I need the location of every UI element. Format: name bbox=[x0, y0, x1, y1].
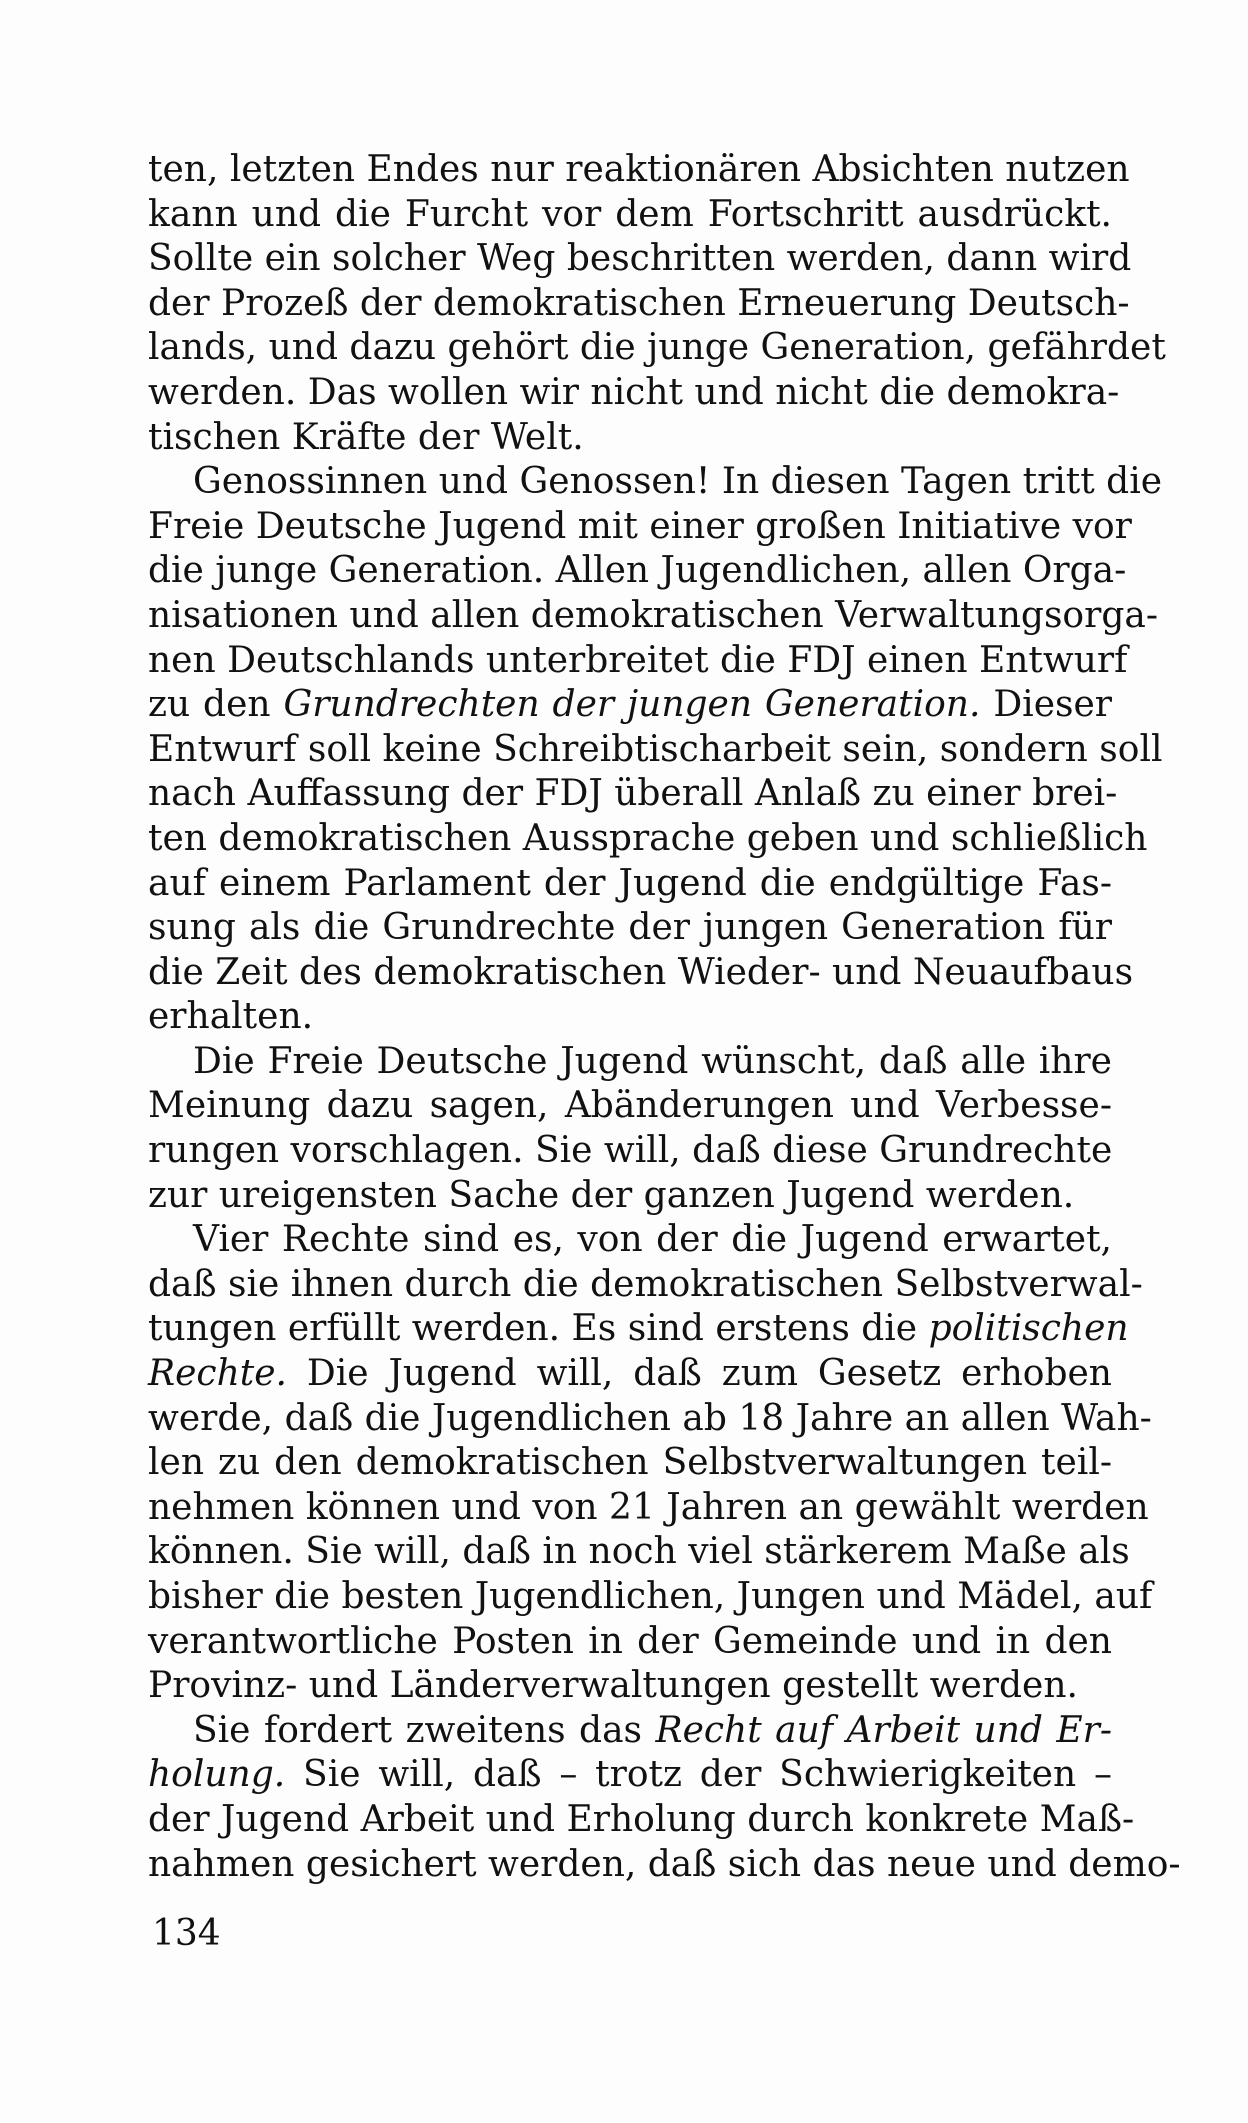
text-line: Die Freie Deutsche Jugend wünscht, daß alle ihre bbox=[193, 1040, 1112, 1082]
page-number: 134 bbox=[152, 1913, 221, 1954]
text-line: daß sie ihnen durch die demokratischen Selbstverwal- bbox=[148, 1263, 1143, 1305]
text-line: bisher die besten Jugendlichen, Jungen und Mädel, auf bbox=[148, 1576, 1153, 1617]
text-line: Provinz- und Länderverwaltungen gestellt werden. bbox=[148, 1665, 1078, 1707]
body-text bbox=[148, 148, 1181, 1887]
paragraph bbox=[148, 148, 1166, 460]
text-line: Meinung dazu sagen, Abänderungen und Verbesse- bbox=[148, 1085, 1112, 1127]
text-line: nen Deutschlands unterbreitet die FDJ einen Entwurf bbox=[148, 639, 1128, 681]
text-line: Sollte ein solcher Weg beschritten werden, dann wird bbox=[148, 238, 1132, 280]
text-line: auf einem Parlament der Jugend die endgültige Fas- bbox=[148, 862, 1112, 904]
text-line: Rechte. Die Jugend will, daß zum Gesetz erhoben bbox=[148, 1353, 1112, 1395]
text-line: len zu den demokratischen Selbstverwaltungen teil- bbox=[148, 1442, 1112, 1484]
text-line: der Jugend Arbeit und Erholung durch konkrete Maß- bbox=[148, 1798, 1135, 1840]
text-line: nisationen und allen demokratischen Verwaltungsorga- bbox=[148, 594, 1158, 636]
paragraph bbox=[148, 1040, 1112, 1218]
text-line: tischen Kräfte der Welt. bbox=[148, 416, 584, 458]
text-line: ten demokratischen Aussprache geben und schließlich bbox=[148, 817, 1148, 859]
text-line: Vier Rechte sind es, von der die Jugend erwartet, bbox=[193, 1219, 1112, 1261]
text-line: erhalten. bbox=[148, 996, 314, 1038]
text-line: zu den Grundrechten der jungen Generation. Dieser bbox=[148, 684, 1112, 726]
text-line: Freie Deutsche Jugend mit einer großen Initiative vor bbox=[148, 505, 1132, 547]
text-line: lands, und dazu gehört die junge Generation, gefährdet bbox=[148, 327, 1166, 369]
text-line: die junge Generation. Allen Jugendlichen, allen Orga- bbox=[148, 550, 1127, 592]
paragraph bbox=[148, 1709, 1181, 1887]
text-line: können. Sie will, daß in noch viel stärkerem Maße als bbox=[148, 1531, 1130, 1573]
text-line: verantwortliche Posten in der Gemeinde und in den bbox=[148, 1620, 1112, 1662]
text-line: zur ureigensten Sache der ganzen Jugend werden. bbox=[148, 1174, 1075, 1216]
text-line: nach Auffassung der FDJ überall Anlaß zu einer brei- bbox=[148, 773, 1118, 815]
text-line: werde, daß die Jugendlichen ab 18 Jahre an allen Wah- bbox=[148, 1397, 1152, 1439]
text-line: die Zeit des demokratischen Wieder- und Neuaufbaus bbox=[148, 951, 1134, 993]
text-line: Sie fordert zweitens das Recht auf Arbeit und Er- bbox=[193, 1709, 1113, 1751]
text-line: nehmen können und von 21 Jahren an gewählt werden bbox=[148, 1486, 1149, 1528]
paragraph bbox=[148, 460, 1163, 1040]
text-line: nahmen gesichert werden, daß sich das neue und demo- bbox=[148, 1843, 1181, 1885]
text-line: Entwurf soll keine Schreibtischarbeit sein, sondern soll bbox=[148, 728, 1163, 770]
text-line: kann und die Furcht vor dem Fortschritt ausdrückt. bbox=[148, 193, 1112, 235]
text-line: tungen erfüllt werden. Es sind erstens die politischen bbox=[148, 1308, 1129, 1350]
text-line: sung als die Grundrechte der jungen Generation für bbox=[148, 907, 1112, 949]
paragraph bbox=[148, 1218, 1153, 1709]
text-line: holung. Sie will, daß – trotz der Schwierigkeiten – bbox=[148, 1754, 1112, 1796]
text-line: werden. Das wollen wir nicht und nicht die demokra- bbox=[148, 371, 1120, 413]
text-line: Genossinnen und Genossen! In diesen Tagen tritt die bbox=[193, 461, 1163, 503]
text-line: rungen vorschlagen. Sie will, daß diese Grundrechte bbox=[148, 1130, 1113, 1172]
text-line: ten, letzten Endes nur reaktionären Absichten nutzen bbox=[148, 149, 1130, 190]
text-line: der Prozeß der demokratischen Erneuerung Deutsch- bbox=[148, 282, 1130, 324]
